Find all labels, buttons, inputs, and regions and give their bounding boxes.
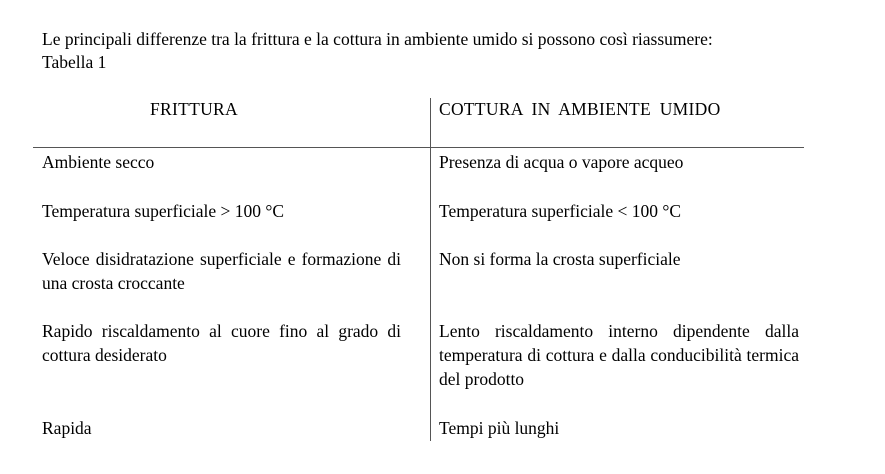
cell-row3-cottura: Non si forma la crosta superficiale bbox=[439, 249, 681, 269]
cell-row5-cottura: Tempi più lunghi bbox=[439, 418, 560, 438]
cell-row4-frittura: Rapido riscaldamento al cuore fino al grado di cottura desiderato bbox=[42, 321, 401, 365]
header-divider bbox=[33, 147, 804, 148]
column-divider bbox=[430, 98, 431, 441]
cell-row1-frittura: Ambiente secco bbox=[42, 152, 155, 172]
intro-sentence: Le principali differenze tra la frittura e la cottura in ambiente umido si possono così riassumere: bbox=[42, 29, 713, 49]
header-cottura-umido: COTTURA IN AMBIENTE UMIDO bbox=[439, 99, 721, 119]
cell-row5-frittura: Rapida bbox=[42, 418, 92, 438]
table-caption: Tabella 1 bbox=[42, 52, 107, 72]
cell-row2-cottura: Temperatura superficiale < 100 °C bbox=[439, 201, 682, 221]
cell-row1-cottura: Presenza di acqua o vapore acqueo bbox=[439, 152, 684, 172]
cell-row4-cottura: Lento riscaldamento interno dipendente dalla temperatura di cottura e dalla conducibilità termica del prodotto bbox=[439, 321, 799, 389]
header-frittura: FRITTURA bbox=[150, 99, 238, 119]
intro-text bbox=[42, 28, 713, 74]
cell-row2-frittura: Temperatura superficiale > 100 °C bbox=[42, 201, 285, 221]
cell-row3-frittura: Veloce disidratazione superficiale e formazione di una crosta croccante bbox=[42, 249, 401, 293]
